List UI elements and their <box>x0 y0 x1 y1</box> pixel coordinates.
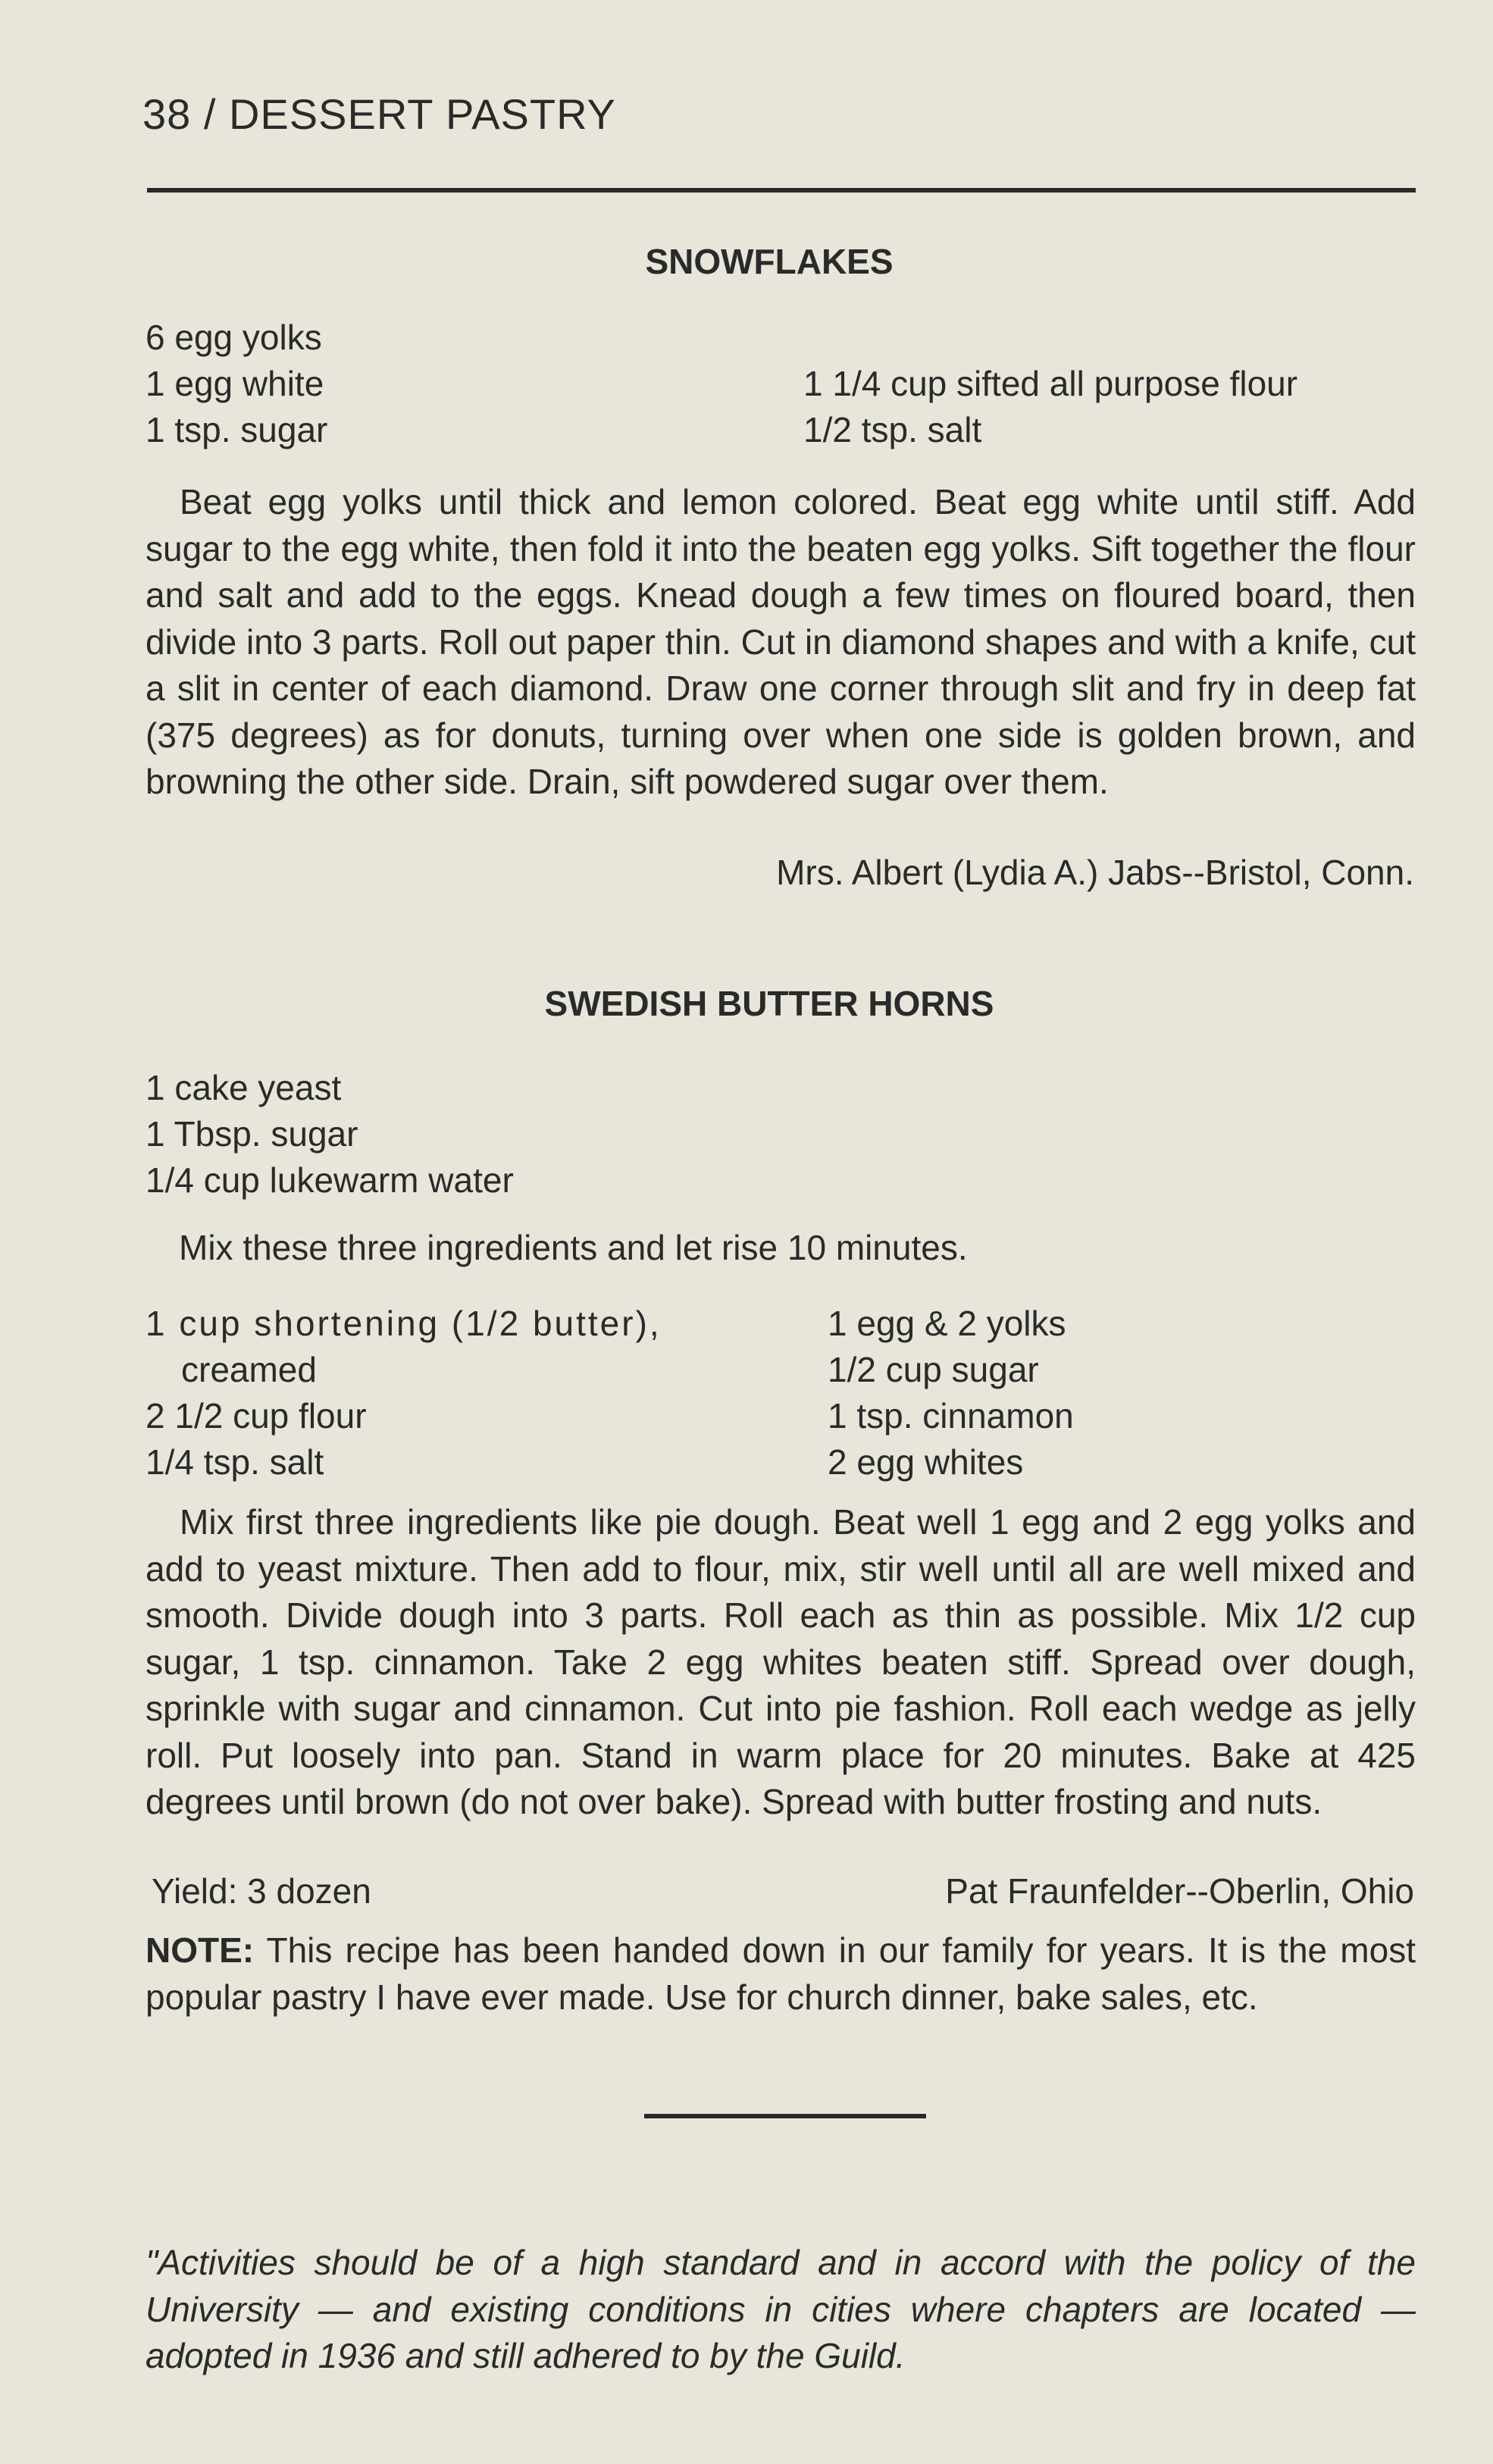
ingredient: 1 tsp. cinnamon <box>828 1396 1074 1436</box>
header-rule <box>147 188 1416 193</box>
butter-horns-yield: Yield: 3 dozen <box>152 1871 371 1911</box>
butter-horns-step-one: Mix these three ingredients and let rise 10 minutes. <box>179 1228 968 1267</box>
ingredient: 2 1/2 cup flour <box>146 1396 367 1436</box>
ingredient: 1 egg white <box>146 364 324 403</box>
butter-horns-attribution: Pat Fraunfelder--Oberlin, Ohio <box>945 1871 1414 1911</box>
ingredient: 1 cake yeast <box>146 1068 342 1107</box>
section-divider <box>644 2114 926 2118</box>
note-label: NOTE: <box>146 1930 255 1970</box>
guild-quote: "Activities should be of a high standard and in accord with the policy of the University — and existing conditions in cities where chapters are located — adopted in 1936 and still adhered to by the Guild. <box>146 2243 1416 2375</box>
snowflakes-ingredients-left <box>146 315 327 453</box>
ingredient: 1 egg & 2 yolks <box>828 1304 1066 1343</box>
page-header: 38 / DESSERT PASTRY <box>142 90 616 138</box>
recipe-title-snowflakes: SNOWFLAKES <box>645 242 894 281</box>
ingredient: 1 1/4 cup sifted all purpose flour <box>803 364 1298 403</box>
ingredient: 2 egg whites <box>828 1442 1024 1482</box>
butter-horns-ingredients-right <box>828 1301 1074 1486</box>
ingredient: 1/2 tsp. salt <box>803 410 982 449</box>
butter-horns-ingredients-left <box>146 1301 662 1486</box>
butter-horns-note <box>146 1927 1416 2021</box>
ingredient: creamed <box>181 1350 317 1389</box>
snowflakes-attribution: Mrs. Albert (Lydia A.) Jabs--Bristol, Conn. <box>776 853 1414 892</box>
snowflakes-instructions: Beat egg yolks until thick and lemon colored. Beat egg white until stiff. Add sugar to the egg white, then fold it into the beaten egg yolks. Sift together the flour and salt and add to the eggs. Knead dough a few times on floured board, then divide into 3 parts. Roll out paper thin. Cut in diamond shapes and with a knife, cut a slit in center of each diamond. Draw one corner through slit and fry in deep fat (375 degrees) as for donuts, turning over when one side is golden brown, and browning the other side. Drain, sift powdered sugar over them. <box>146 482 1416 801</box>
butter-horns-yeast-ingredients <box>146 1065 514 1204</box>
ingredient: 1/4 cup lukewarm water <box>146 1160 514 1200</box>
ingredient: 1 cup shortening (1/2 butter), <box>146 1304 662 1343</box>
ingredient: 1/2 cup sugar <box>828 1350 1039 1389</box>
ingredient: 1 tsp. sugar <box>146 410 328 449</box>
ingredient: 1/4 tsp. salt <box>146 1442 324 1482</box>
ingredient: 6 egg yolks <box>146 318 322 357</box>
note-text: This recipe has been handed down in our family for years. It is the most popular pastry I have ever made. Use for church dinner, bake sales, etc. <box>146 1930 1416 2017</box>
butter-horns-instructions: Mix first three ingredients like pie dough. Beat well 1 egg and 2 egg yolks and add to yeast mixture. Then add to flour, mix, stir well until all are well mixed and smooth. Divide dough into 3 parts. Roll each as thin as possible. Mix 1/2 cup sugar, 1 tsp. cinnamon. Take 2 egg whites beaten stiff. Spread over dough, sprinkle with sugar and cinnamon. Cut into pie fashion. Roll each wedge as jelly roll. Put loosely into pan. Stand in warm place for 20 minutes. Bake at 425 degrees until brown (do not over bake). Spread with butter frosting and nuts. <box>146 1502 1416 1821</box>
snowflakes-ingredients-right <box>803 361 1297 453</box>
ingredient: 1 Tbsp. sugar <box>146 1114 358 1154</box>
recipe-title-butter-horns: SWEDISH BUTTER HORNS <box>544 984 994 1023</box>
